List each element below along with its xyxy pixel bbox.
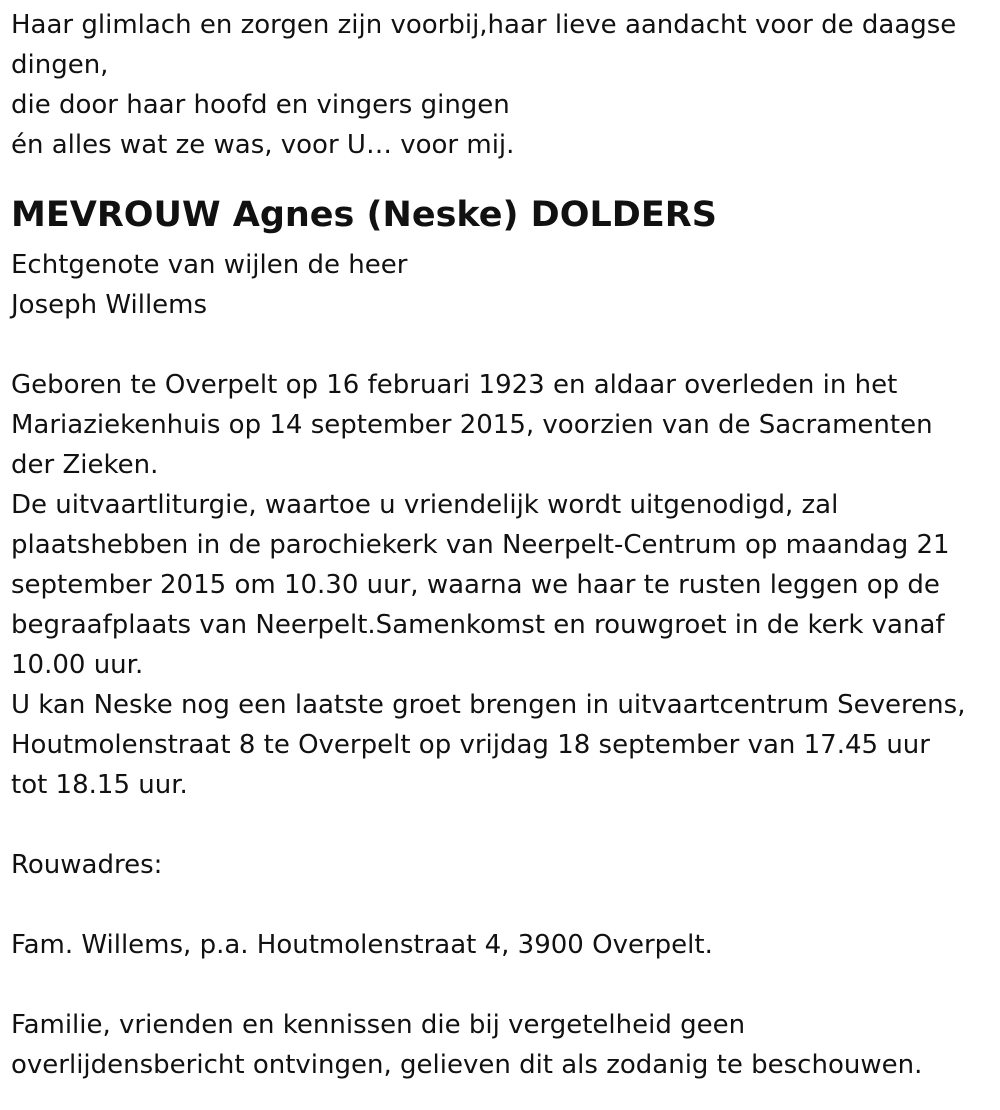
address-label: Rouwadres: [11,850,163,880]
detail-line: september 2015 om 10.30 uur, waarna we haar te rusten leggen op de [11,570,940,600]
detail-line: Geboren te Overpelt op 16 februari 1923 en aldaar overleden in het [11,370,898,400]
poem-line: én alles wat ze was, voor U… voor mij. [11,130,515,160]
detail-line: begraafplaats van Neerpelt.Samenkomst en rouwgroet in de kerk vanaf [11,610,945,640]
spacer [11,325,996,365]
spouse-line: Echtgenote van wijlen de heer [11,250,408,280]
spacer [11,805,996,845]
funeral-details [11,365,996,805]
poem-line: Haar glimlach en zorgen zijn voorbij,haar lieve aandacht voor de daagse [11,10,957,40]
poem [11,5,996,165]
detail-line: Mariaziekenhuis op 14 september 2015, voorzien van de Sacramenten [11,410,933,440]
closing-line: Familie, vrienden en kennissen die bij vergetelheid geen [11,1010,746,1040]
detail-line: 10.00 uur. [11,650,144,680]
spacer [11,965,996,1005]
spacer [11,885,996,925]
detail-line: tot 18.15 uur. [11,770,188,800]
closing-line: overlijdensbericht ontvingen, gelieven dit als zodanig te beschouwen. [11,1050,923,1080]
detail-line: De uitvaartliturgie, waartoe u vriendelijk wordt uitgenodigd, zal [11,490,839,520]
obituary-document [11,0,996,1085]
deceased-header [11,185,996,325]
mourning-address: Fam. Willems, p.a. Houtmolenstraat 4, 3900 Overpelt. [11,930,713,960]
deceased-name: MEVROUW Agnes (Neske) DOLDERS [11,195,717,235]
poem-line: die door haar hoofd en vingers gingen [11,90,510,120]
detail-line: Houtmolenstraat 8 te Overpelt op vrijdag 18 september van 17.45 uur [11,730,930,760]
detail-line: der Zieken. [11,450,159,480]
detail-line: U kan Neske nog een laatste groet brengen in uitvaartcentrum Severens, [11,690,966,720]
poem-line: dingen, [11,50,109,80]
detail-line: plaatshebben in de parochiekerk van Neerpelt-Centrum op maandag 21 [11,530,950,560]
spouse-line: Joseph Willems [11,290,208,320]
closing-note [11,1005,996,1085]
